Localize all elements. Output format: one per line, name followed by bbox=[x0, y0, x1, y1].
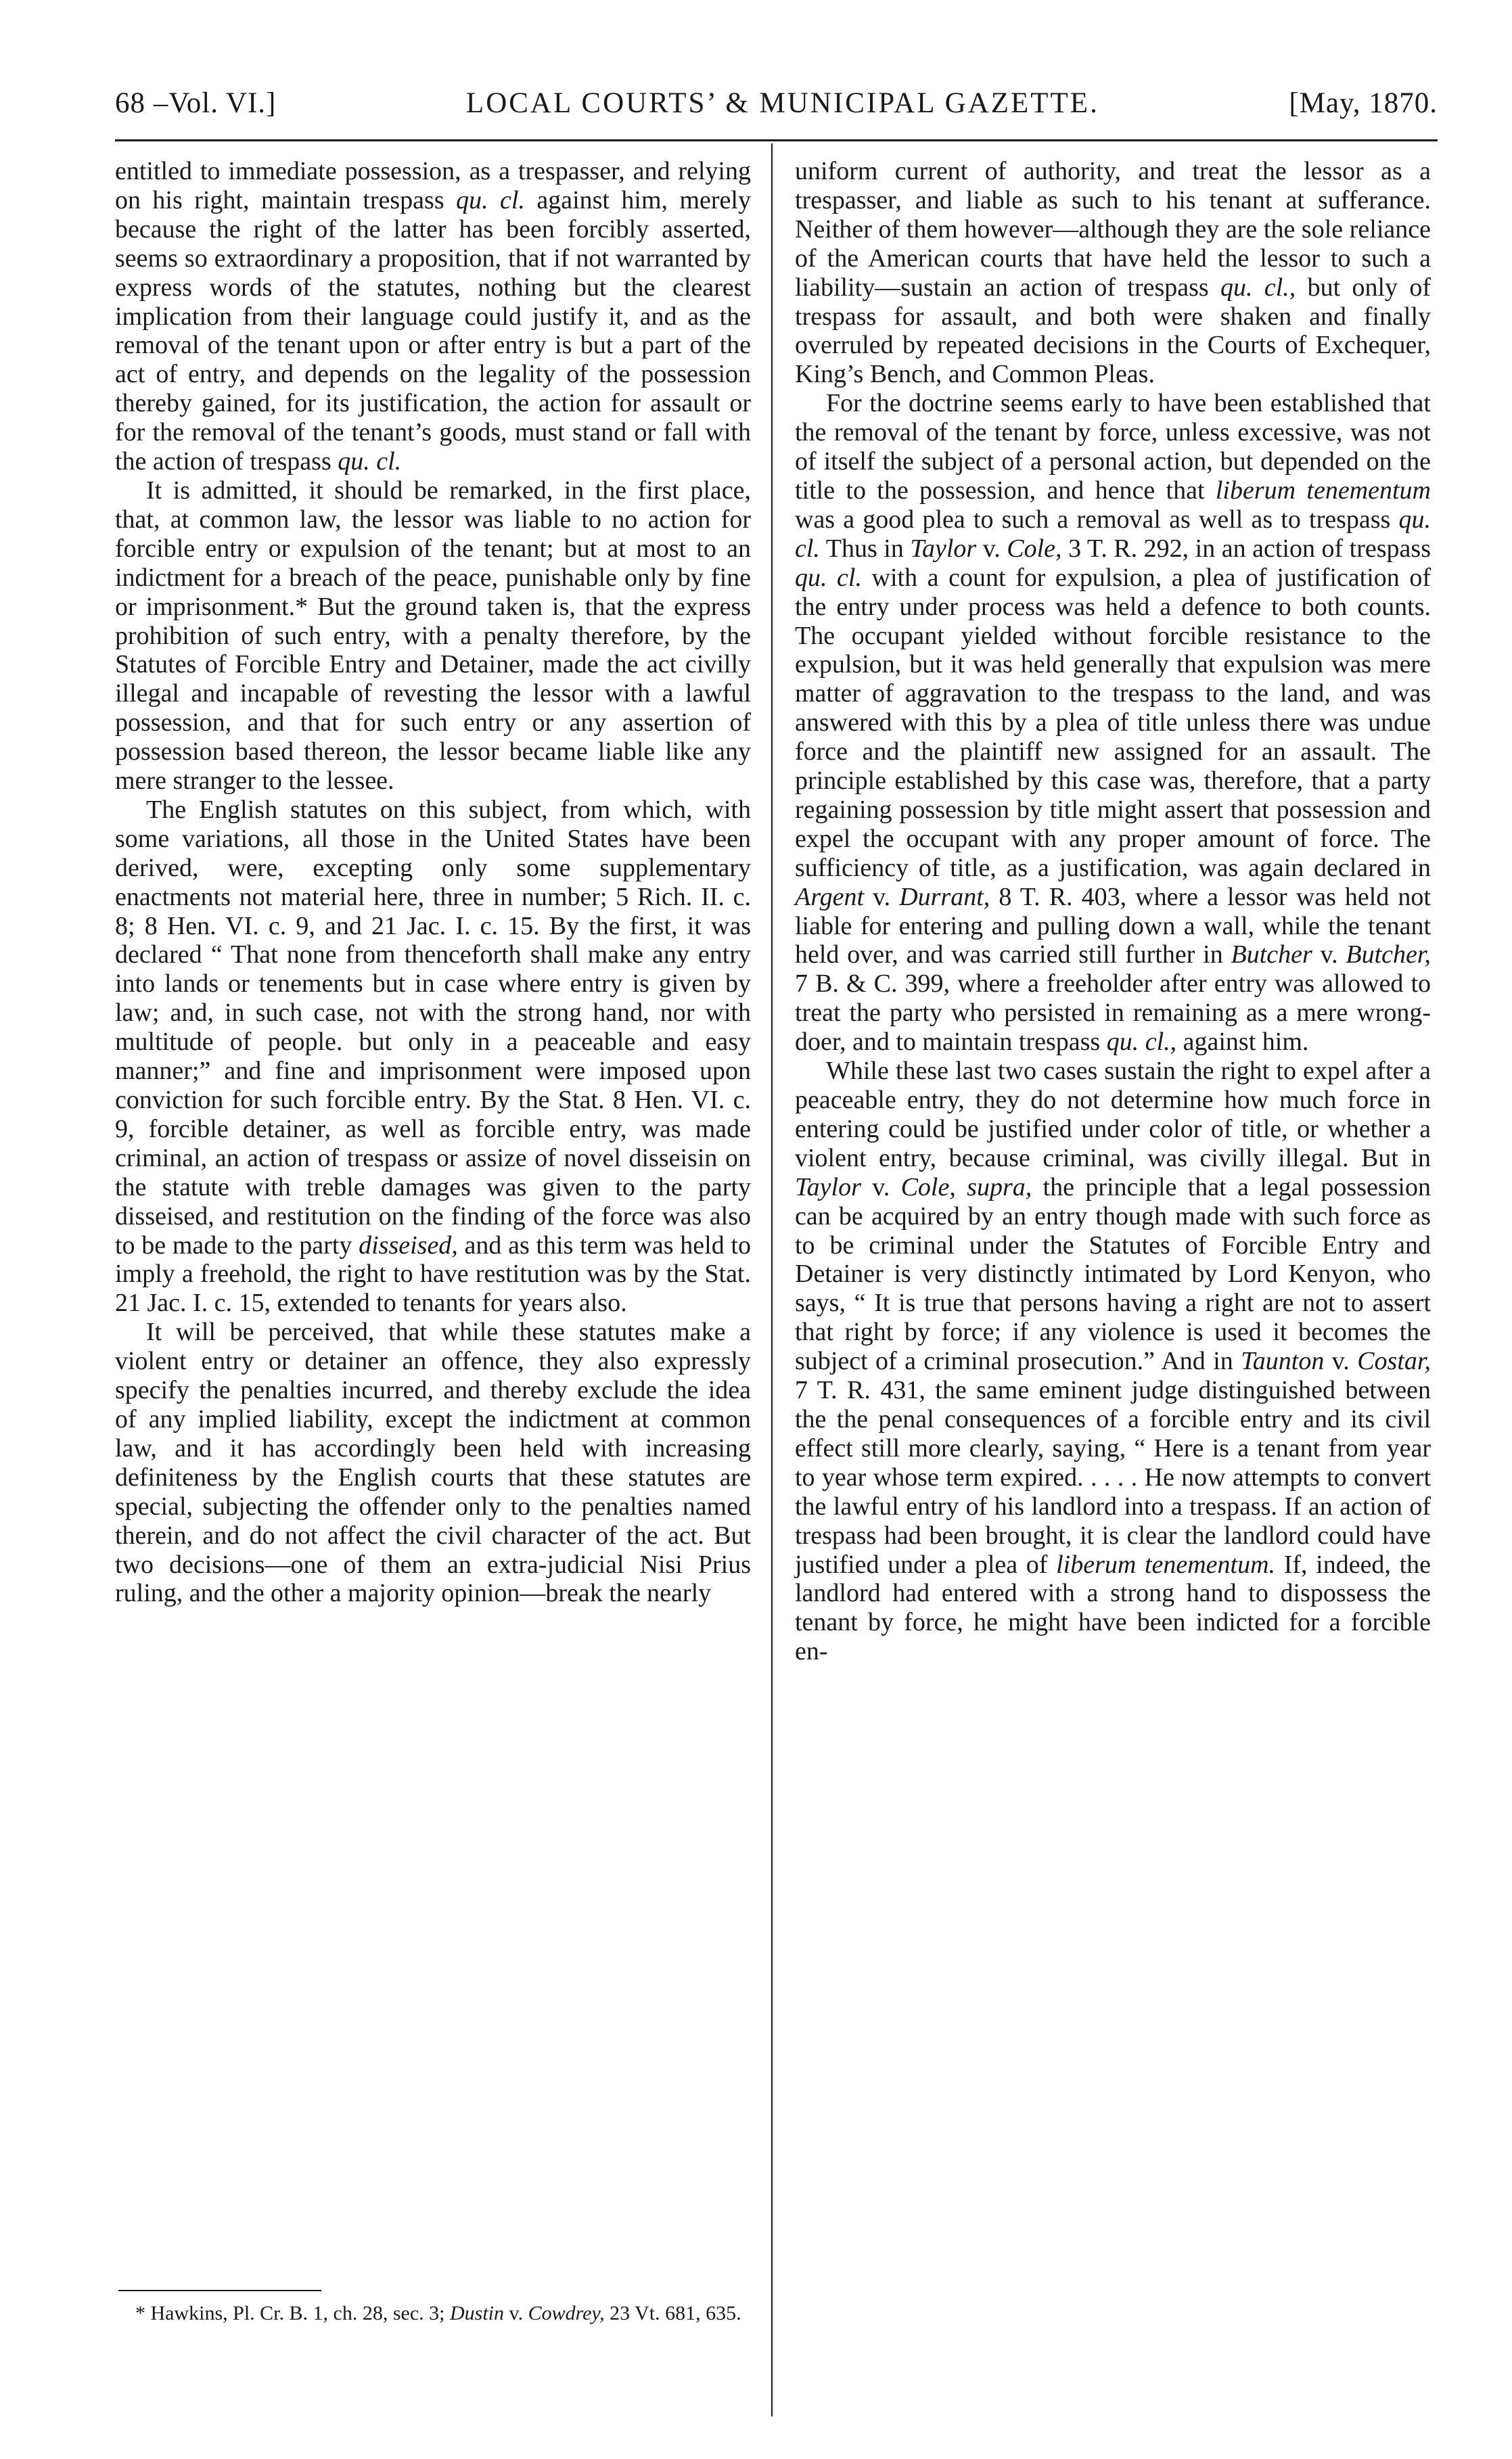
paragraph: entitled to immediate possession, as a trespasser, and relying on his right, maintain trespass qu. cl. against him, merely because the right of the latter has been forcibly asserted, seems so extraordinary a proposition, that if not warranted by express words of the statutes, nothing but the clearest implication from their language could justify it, and as the removal of the tenant upon or after entry is but a part of the act of entry, and depends on the legality of the possession thereby gained, for its justification, the action for assault or for the removal of the tenant’s goods, must stand or fall with the action of trespass qu. cl. bbox=[115, 157, 751, 476]
paragraph: It is admitted, it should be remarked, in the first place, that, at common law, the lessor was liable to no action for forcible entry or expulsion of the tenant; but at most to an indictment for a breach of the peace, punishable only by fine or imprisonment.* But the ground taken is, that the express prohibition of such entry, with a penalty therefore, by the Statutes of Forcible Entry and Detainer, made the act civilly illegal and incapable of revesting the lessor with a lawful possession, and that for such entry or any assertion of possession based thereon, the lessor became liable like any mere stranger to the lessee. bbox=[115, 476, 751, 796]
column-divider bbox=[771, 143, 773, 2416]
footnote-rule bbox=[118, 2290, 321, 2291]
issue-date: [May, 1870. bbox=[1289, 87, 1438, 119]
paragraph: uniform current of authority, and treat the lessor as a trespasser, and liable as such to his tenant at sufferance. Neither of them however—although they are the sole reliance of the American courts that have held the lessor to such a liability—sustain an action of trespass qu. cl., but only of trespass for assault, and both were shaken and finally overruled by repeated decisions in the Courts of Exchequer, King’s Bench, and Common Pleas. bbox=[795, 157, 1431, 389]
left-column bbox=[115, 157, 751, 1608]
volume-label: 68 –Vol. VI.] bbox=[115, 87, 277, 119]
header-rule bbox=[115, 139, 1438, 141]
paragraph: The English statutes on this subject, from which, with some variations, all those in the United States have been derived, were, excepting only some supplementary enactments not material here, three in number; 5 Rich. II. c. 8; 8 Hen. VI. c. 9, and 21 Jac. I. c. 15. By the first, it was declared “ That none from thenceforth shall make any entry into lands or tenements but in case where entry is given by law; and, in such case, not with the strong hand, nor with multitude of people. but only in a peaceable and easy manner;” and fine and imprisonment were imposed upon conviction for such forcible entry. By the Stat. 8 Hen. VI. c. 9, forcible detainer, as well as forcible entry, was made criminal, an action of trespass or assize of novel disseisin on the statute with treble damages was given to the party disseised, and restitution on the finding of the force was also to be made to the party disseised, and as this term was held to imply a freehold, the right to have restitution was by the Stat. 21 Jac. I. c. 15, extended to tenants for years also. bbox=[115, 795, 751, 1318]
footnote: * Hawkins, Pl. Cr. B. 1, ch. 28, sec. 3; Dustin v. Cowdrey, 23 Vt. 681, 635. bbox=[135, 2302, 741, 2324]
right-column bbox=[795, 157, 1431, 1666]
paragraph: It will be perceived, that while these statutes make a violent entry or detainer an offence, they also expressly specify the penalties incurred, and thereby exclude the idea of any implied liability, except the indictment at common law, and it has accordingly been held with increasing definiteness by the English courts that these statutes are special, subjecting the offender only to the penalties named therein, and do not affect the civil character of the act. But two decisions—one of them an extra-judicial Nisi Prius ruling, and the other a majority opinion—break the nearly bbox=[115, 1318, 751, 1608]
paragraph: While these last two cases sustain the right to expel after a peaceable entry, they do not determine how much force in entering could be justified under color of title, or whether a violent entry, because criminal, was civilly illegal. But in Taylor v. Cole, supra, the principle that a legal possession can be acquired by an entry though made with such force as to be criminal under the Statutes of Forcible Entry and Detainer is very distinctly intimated by Lord Kenyon, who says, “ It is true that persons having a right are not to assert that right by force; if any violence is used it becomes the subject of a criminal prosecution.” And in Taunton v. Costar, 7 T. R. 431, the same eminent judge distinguished between the the penal consequences of a forcible entry and its civil effect still more clearly, saying, “ Here is a tenant from year to year whose term expired. . . . . He now attempts to convert the lawful entry of his landlord into a trespass. If an action of trespass had been brought, it is clear the landlord could have justified under a plea of liberum tenementum. If, indeed, the landlord had entered with a strong hand to dispossess the tenant by force, he might have been indicted for a forcible en- bbox=[795, 1057, 1431, 1666]
publication-title: LOCAL COURTS’ & MUNICIPAL GAZETTE. bbox=[465, 87, 1099, 119]
page-header bbox=[115, 87, 1438, 127]
paragraph: For the doctrine seems early to have been established that the removal of the tenant by force, unless excessive, was not of itself the subject of a personal action, but depended on the title to the possession, and hence that liberum tenementum was a good plea to such a removal as well as to trespass qu. cl. Thus in Taylor v. Cole, 3 T. R. 292, in an action of trespass qu. cl. with a count for expulsion, a plea of justification of the entry under process was held a defence to both counts. The occupant yielded without forcible resistance to the expulsion, but it was held generally that expulsion was mere matter of aggravation to the trespass to the land, and was answered with this by a plea of title unless there was undue force and the plaintiff new assigned for an assault. The principle established by this case was, therefore, that a party regaining possession by title might assert that possession and expel the occupant with any proper amount of force. The sufficiency of title, as a justification, was again declared in Argent v. Durrant, 8 T. R. 403, where a lessor was held not liable for entering and pulling down a wall, while the tenant held over, and was carried still further in Butcher v. Butcher, 7 B. & C. 399, where a freeholder after entry was allowed to treat the party who persisted in remaining as a mere wrong-doer, and to maintain trespass qu. cl., against him. bbox=[795, 389, 1431, 1057]
